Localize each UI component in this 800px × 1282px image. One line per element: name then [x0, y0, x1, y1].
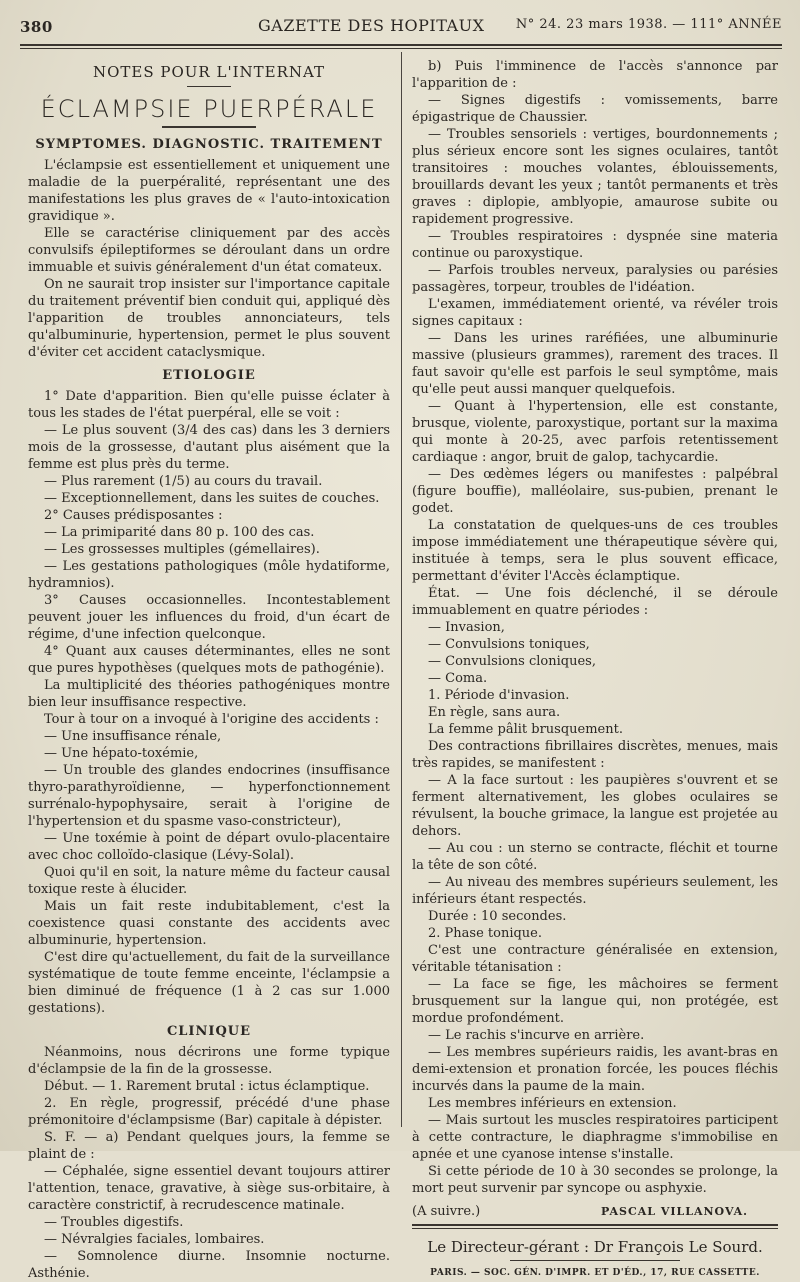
etiology-block: [28, 388, 390, 1017]
paragraph: — A la face surtout : les paupières s'ouvrent et se ferment alternativement, les globes oculaires se révulsent, la bouche grimace, la langue est projetée au dehors.: [412, 773, 778, 839]
header-rule-thin: [20, 48, 782, 49]
paragraph: — Coma.: [428, 671, 488, 686]
paragraph: L'éclampsie est essentiellement et uniquement une maladie de la puerpéralité, représentant une des manifestations les plus graves de « l'auto-intoxication gravidique ».: [28, 158, 390, 224]
paragraph: — Invasion,: [428, 620, 505, 635]
paragraph: — Une hépato-toxémie,: [44, 746, 199, 761]
heading-clinic: CLINIQUE: [166, 1024, 252, 1039]
kicker-rule: [187, 86, 231, 87]
paragraph: C'est dire qu'actuellement, du fait de la surveillance systématique de toute femme enceinte, l'éclampsie a bien diminué de fréquence (1 à 2 cas sur 1.000 gestations).: [28, 950, 390, 1016]
paragraph: — Plus rarement (1/5) au cours du travail.: [44, 474, 323, 489]
signature-line: [412, 1203, 778, 1220]
paragraph: — Troubles digestifs.: [44, 1215, 184, 1230]
paragraph: 1° Date d'apparition. Bien qu'elle puisse éclater à tous les stades de l'état puerpéral, elle se voit :: [28, 389, 390, 421]
header-rule: [20, 44, 782, 46]
right-column: [412, 58, 778, 1282]
paragraph: 2. En règle, progressif, précédé d'une phase prémonitoire d'éclampsisme (Bar) capitale à dépister.: [28, 1096, 390, 1128]
paragraph: — Parfois troubles nerveux, paralysies ou parésies passagères, torpeur, troubles de l'idéation.: [412, 263, 778, 295]
paragraph: — Les grossesses multiples (gémellaires).: [44, 542, 320, 557]
paragraph: — Névralgies faciales, lombaires.: [44, 1232, 265, 1247]
paragraph: — Un trouble des glandes endocrines (insuffisance thyro-parathyroïdienne, — hyperfonctionnement surrénalo-hypophysaire, serait à l'origine de l'hypertension et du spasme vaso-constricteur),: [28, 763, 390, 829]
author-name: PASCAL VILLANOVA.: [601, 1205, 748, 1218]
paragraph: Néanmoins, nous décrirons une forme typique d'éclampsie de la fin de la grossesse.: [28, 1045, 390, 1077]
paragraph: S. F. — a) Pendant quelques jours, la femme se plaint de :: [28, 1130, 390, 1162]
paragraph: — Le rachis s'incurve en arrière.: [428, 1028, 645, 1043]
paragraph: Quoi qu'il en soit, la nature même du facteur causal toxique reste à élucider.: [28, 865, 390, 897]
clinic-block: [28, 1044, 390, 1282]
page-number: 380: [20, 18, 53, 36]
paragraph: 2° Causes prédisposantes :: [44, 508, 223, 523]
column-divider: [401, 52, 402, 1127]
end-rule: [412, 1224, 778, 1226]
paragraph: La multiplicité des théories pathogéniques montre bien leur insuffisance respective.: [28, 678, 390, 710]
intro-block: [28, 157, 390, 361]
paragraph: — Les gestations pathologiques (môle hydatiforme, hydramnios).: [28, 559, 390, 591]
director-line: Le Directeur-gérant : Dr François Le Sourd.: [427, 1238, 763, 1256]
paragraph: 3° Causes occasionnelles. Incontestablement peuvent jouer les influences du froid, d'un écart de régime, d'une infection quelconque.: [28, 593, 390, 642]
paragraph: — La primiparité dans 80 p. 100 des cas.: [44, 525, 315, 540]
paragraph: — Une insuffisance rénale,: [44, 729, 222, 744]
paragraph: — Signes digestifs : vomissements, barre épigastrique de Chaussier.: [412, 93, 778, 125]
issue-info: N° 24. 23 mars 1938. — 111° ANNÉE: [515, 17, 782, 32]
paragraph: C'est une contracture généralisée en extension, véritable tétanisation :: [412, 943, 778, 975]
paragraph: Début. — 1. Rarement brutal : ictus éclamptique.: [44, 1079, 370, 1094]
paragraph: 4° Quant aux causes déterminantes, elles ne sont que pures hypothèses (quelques mots de pathogénie).: [28, 644, 390, 676]
paragraph: Les membres inférieurs en extension.: [428, 1096, 677, 1111]
left-column: [28, 58, 390, 1282]
paragraph: — Troubles sensoriels : vertiges, bourdonnements ; plus sérieux encore sont les signes oculaires, tantôt transitoires : mouches volantes, éblouissements, brouillards devant les yeux ; tantôt permanents et très graves : diplopie, amblyopie, amaurose subite ou rapidement progressive.: [412, 127, 778, 227]
paragraph: Mais un fait reste indubitablement, c'est la coexistence quasi constante des accidents avec albuminurie, hypertension.: [28, 899, 390, 948]
article-title: ÉCLAMPSIE PUERPÉRALE: [40, 95, 378, 123]
heading-symptoms: SYMPTOMES. DIAGNOSTIC. TRAITEMENT: [35, 137, 383, 152]
paragraph: La constatation de quelques-uns de ces troubles impose immédiatement une thérapeutique sévère qui, instituée à temps, sera le plus souvent efficace, permettant d'éviter l'Accès éclamptique.: [412, 518, 778, 584]
paragraph: La femme pâlit brusquement.: [428, 722, 623, 737]
paragraph: Des contractions fibrillaires discrètes, menues, mais très rapides, se manifestent :: [412, 739, 778, 771]
paragraph: Elle se caractérise cliniquement par des accès convulsifs épileptiformes se déroulant dans un ordre immuable et suivis généralement d'un état comateux.: [28, 226, 390, 275]
paragraph: Tour à tour on a invoqué à l'origine des accidents :: [44, 712, 379, 727]
printer-line: PARIS. — SOC. GÉN. D'IMPR. ET D'ÉD., 17, RUE CASSETTE.: [430, 1268, 760, 1278]
paragraph: État. — Une fois déclenché, il se déroule immuablement en quatre périodes :: [412, 586, 778, 618]
right-paragraphs: [412, 58, 778, 1197]
paragraph: — Somnolence diurne. Insomnie nocturne. Asthénie.: [28, 1249, 390, 1281]
paragraph: — Les membres supérieurs raidis, les avant-bras en demi-extension et pronation forcée, les pouces fléchis incurvés dans la paume de la main.: [412, 1045, 778, 1094]
paragraph: On ne saurait trop insister sur l'importance capitale du traitement préventif bien conduit qui, appliqué dès l'apparition de troubles annonciateurs, tels qu'albuminurie, hypertension, permet le plus souvent d'éviter cet accident cataclysmique.: [28, 277, 390, 360]
paragraph: Si cette période de 10 à 30 secondes se prolonge, la mort peut survenir par syncope ou asphyxie.: [412, 1164, 778, 1196]
paragraph: b) Puis l'imminence de l'accès s'annonce par l'apparition de :: [412, 59, 778, 91]
paragraph: 1. Période d'invasion.: [428, 688, 570, 703]
paragraph: — Quant à l'hypertension, elle est constante, brusque, violente, paroxystique, portant sur la maxima qui monte à 20-25, avec parfois retentissement cardiaque : angor, bruit de galop, tachycardie.: [412, 399, 778, 465]
paragraph: — Des œdèmes légers ou manifestes : palpébral (figure bouffie), malléolaire, sus-pubien, prenant le godet.: [412, 467, 778, 516]
end-rule-thin: [412, 1228, 778, 1229]
heading-etiology: ETIOLOGIE: [162, 368, 256, 383]
paragraph: — Convulsions cloniques,: [428, 654, 596, 669]
paragraph: 2. Phase tonique.: [428, 926, 543, 941]
paragraph: — Au cou : un sterno se contracte, fléchit et tourne la tête de son côté.: [412, 841, 778, 873]
page-header: [20, 8, 782, 42]
paragraph: L'examen, immédiatement orienté, va révéler trois signes capitaux :: [412, 297, 778, 329]
director-rule: [510, 1260, 680, 1261]
paragraph: En règle, sans aura.: [428, 705, 561, 720]
paragraph: Durée : 10 secondes.: [428, 909, 567, 924]
paragraph: — Convulsions toniques,: [428, 637, 590, 652]
paragraph: — Une toxémie à point de départ ovulo-placentaire avec choc colloïdo-clasique (Lévy-Solal).: [28, 831, 390, 863]
paragraph: — Dans les urines raréfiées, une albuminurie massive (plusieurs grammes), rarement des traces. Il faut savoir qu'elle est parfois le seul symptôme, mais qu'elle peut aussi manquer quelquefois.: [412, 331, 778, 397]
paragraph: — Au niveau des membres supérieurs seulement, les inférieurs étant respectés.: [412, 875, 778, 907]
paragraph: — Mais surtout les muscles respiratoires participent à cette contracture, le diaphragme s'immobilise en apnée et une cyanose intense s'installe.: [412, 1113, 778, 1162]
paragraph: — Troubles respiratoires : dyspnée sine materia continue ou paroxystique.: [412, 229, 778, 261]
paragraph: — La face se fige, les mâchoires se ferment brusquement sur la langue qui, non protégée, est mordue profondément.: [412, 977, 778, 1026]
journal-title: GAZETTE DES HOPITAUX: [258, 16, 485, 35]
title-rule: [162, 126, 256, 128]
section-kicker: NOTES POUR L'INTERNAT: [92, 63, 326, 81]
paragraph: — Exceptionnellement, dans les suites de couches.: [44, 491, 380, 506]
paragraph: — Le plus souvent (3/4 des cas) dans les 3 derniers mois de la grossesse, d'autant plus aisément que la femme est plus près du terme.: [28, 423, 390, 472]
paragraph: — Céphalée, signe essentiel devant toujours attirer l'attention, tenace, gravative, à siège sus-orbitaire, à caractère constrictif, à recrudescence matinale.: [28, 1164, 390, 1213]
to-be-continued: (A suivre.): [412, 1204, 481, 1219]
